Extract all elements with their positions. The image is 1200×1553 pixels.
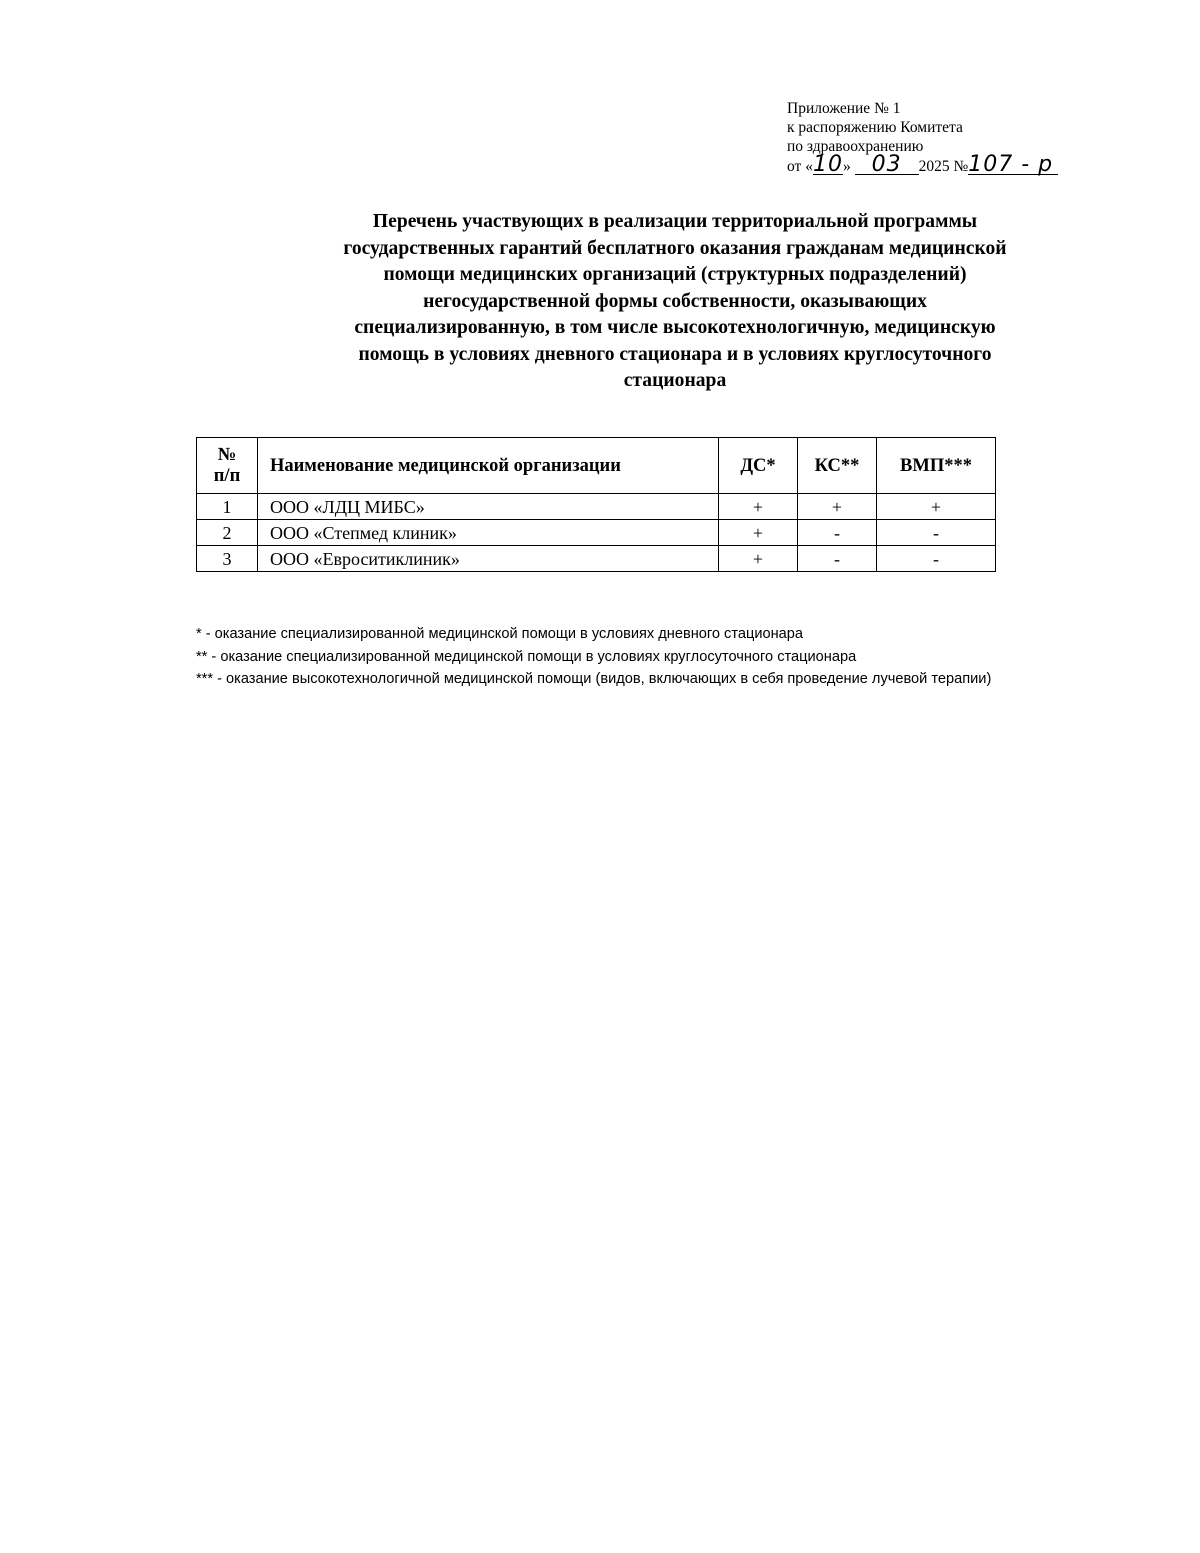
cell-ds: +: [719, 546, 798, 572]
cell-vmp: +: [877, 494, 996, 520]
header-ds: ДС*: [719, 438, 798, 494]
table-header-row: [197, 438, 996, 494]
table-row: [197, 494, 996, 520]
cell-ks: +: [798, 494, 877, 520]
order-number: 107 - р: [968, 156, 1058, 175]
header-num: [197, 438, 258, 494]
cell-ks: -: [798, 546, 877, 572]
title-line: государственных гарантий бесплатного оказания гражданам медицинской: [343, 237, 1007, 259]
date-day: 10: [812, 152, 843, 177]
header-name: Наименование медицинской организации: [258, 438, 719, 494]
cell-num: 2: [197, 520, 258, 546]
header-num-symbol: №: [217, 444, 237, 465]
annex-date-line: [787, 152, 1127, 180]
cell-name: ООО «ЛДЦ МИБС»: [258, 494, 719, 520]
annex-committee: по здравоохранению: [787, 138, 924, 155]
cell-name: ООО «Степмед клиник»: [258, 520, 719, 546]
cell-vmp: -: [877, 546, 996, 572]
title-line: специализированную, в том числе высокотехнологичную, медицинскую: [354, 317, 996, 338]
organizations-table: [196, 437, 996, 572]
footnote-vmp: *** - оказание высокотехнологичной медицинской помощи (видов, включающих в себя проведение лучевой терапии): [196, 671, 992, 687]
cell-vmp: -: [877, 520, 996, 546]
footnotes: [196, 623, 1086, 691]
cell-ds: +: [719, 520, 798, 546]
table-row: [197, 520, 996, 546]
cell-ds: +: [719, 494, 798, 520]
date-mid: »: [842, 158, 851, 175]
title-line: Перечень участвующих в реализации территориальной программы: [372, 211, 978, 232]
table-row: [197, 546, 996, 572]
cell-num: 3: [197, 546, 258, 572]
annex-title: Приложение № 1: [787, 100, 901, 117]
title-line: помощь в условиях дневного стационара и в условиях круглосуточного: [358, 343, 992, 365]
header-num-abbr: п/п: [213, 465, 241, 486]
footnote-ks: ** - оказание специализированной медицинской помощи в условиях круглосуточного стационара: [196, 648, 857, 665]
date-prefix: от «: [787, 158, 813, 175]
annex-header: [787, 99, 1127, 180]
annex-order-ref: к распоряжению Комитета: [787, 119, 963, 136]
date-year: 2025 №: [918, 158, 969, 175]
cell-num: 1: [197, 494, 258, 520]
title-line: помощи медицинских организаций (структурных подразделений): [383, 264, 967, 285]
cell-name: ООО «Евроситиклиник»: [258, 546, 719, 572]
footnote-ds: * - оказание специализированной медицинской помощи в условиях дневного стационара: [196, 626, 804, 642]
title-line: негосударственной формы собственности, оказывающих: [423, 290, 927, 312]
date-month: 03: [855, 156, 919, 175]
header-ks: КС**: [798, 438, 877, 494]
header-vmp: ВМП***: [877, 438, 996, 494]
cell-ks: -: [798, 520, 877, 546]
title-line: стационара: [623, 370, 727, 391]
document-title: [250, 209, 1100, 395]
